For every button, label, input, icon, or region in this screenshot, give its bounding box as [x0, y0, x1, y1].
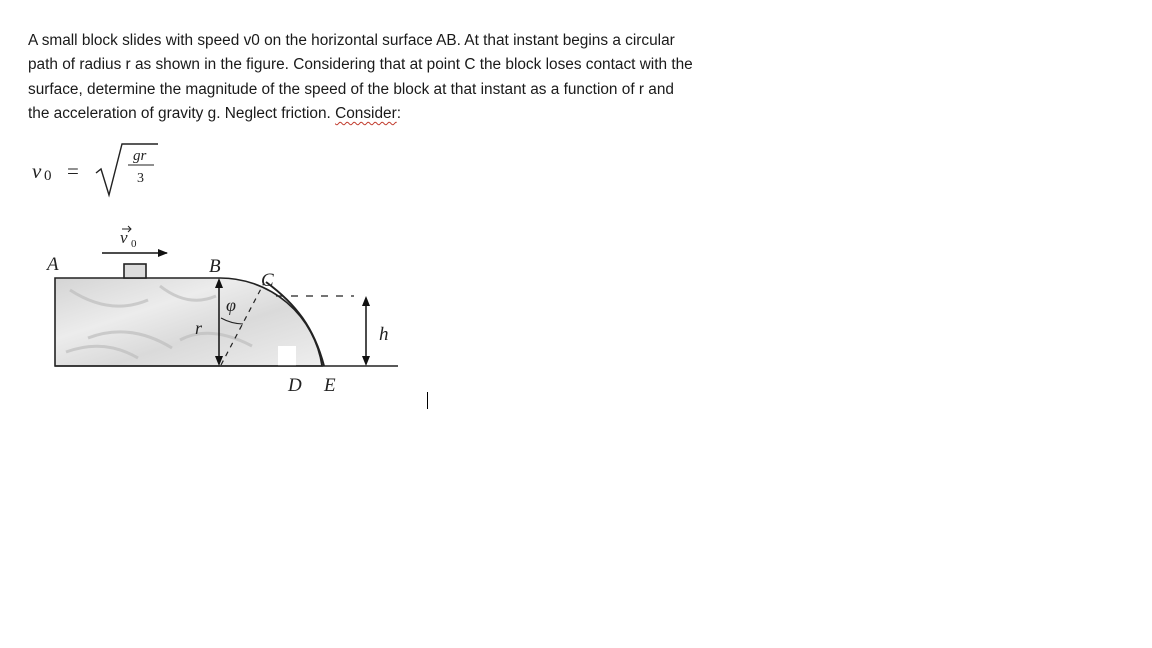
- point-b-label: B: [209, 256, 221, 277]
- problem-line-4: [28, 102, 788, 126]
- problem-line-2: path of radius r as shown in the figure. Considering that at point C the block loses contact with the: [28, 56, 693, 74]
- sliding-block: [124, 264, 146, 278]
- physics-diagram: [40, 220, 410, 400]
- point-e-label: E: [324, 375, 336, 396]
- problem-line-4-text: the acceleration of gravity g. Neglect friction.: [28, 104, 336, 122]
- angle-label: φ: [226, 295, 236, 315]
- height-arrow-head-top: [362, 296, 370, 306]
- spellcheck-word[interactable]: Consider: [335, 104, 397, 122]
- text-cursor: [427, 392, 428, 409]
- point-d-label: D: [288, 375, 302, 396]
- velocity-sub: 0: [131, 238, 137, 250]
- formula-lhs-sub: 0: [44, 168, 52, 184]
- problem-line-3: surface, determine the magnitude of the speed of the block at that instant as a function of r and: [28, 80, 674, 98]
- sqrt-symbol: [96, 144, 158, 195]
- problem-statement: [28, 29, 788, 126]
- initial-speed-formula: [30, 140, 170, 200]
- problem-line-4-punct: :: [396, 104, 401, 122]
- formula-lhs-var: v: [32, 159, 42, 183]
- height-label: h: [379, 324, 389, 345]
- velocity-label: v: [120, 228, 128, 247]
- formula-equals: =: [67, 159, 79, 183]
- height-arrow-head-bottom: [362, 356, 370, 366]
- formula-denominator: 3: [137, 171, 144, 186]
- point-c-label: C: [261, 270, 274, 291]
- point-a-label: A: [47, 254, 59, 275]
- marble-highlight: [278, 346, 296, 366]
- radius-label: r: [195, 318, 203, 338]
- problem-line-1: A small block slides with speed v0 on the horizontal surface AB. At that instant begins a circular: [28, 32, 675, 49]
- formula-numerator: gr: [133, 148, 147, 164]
